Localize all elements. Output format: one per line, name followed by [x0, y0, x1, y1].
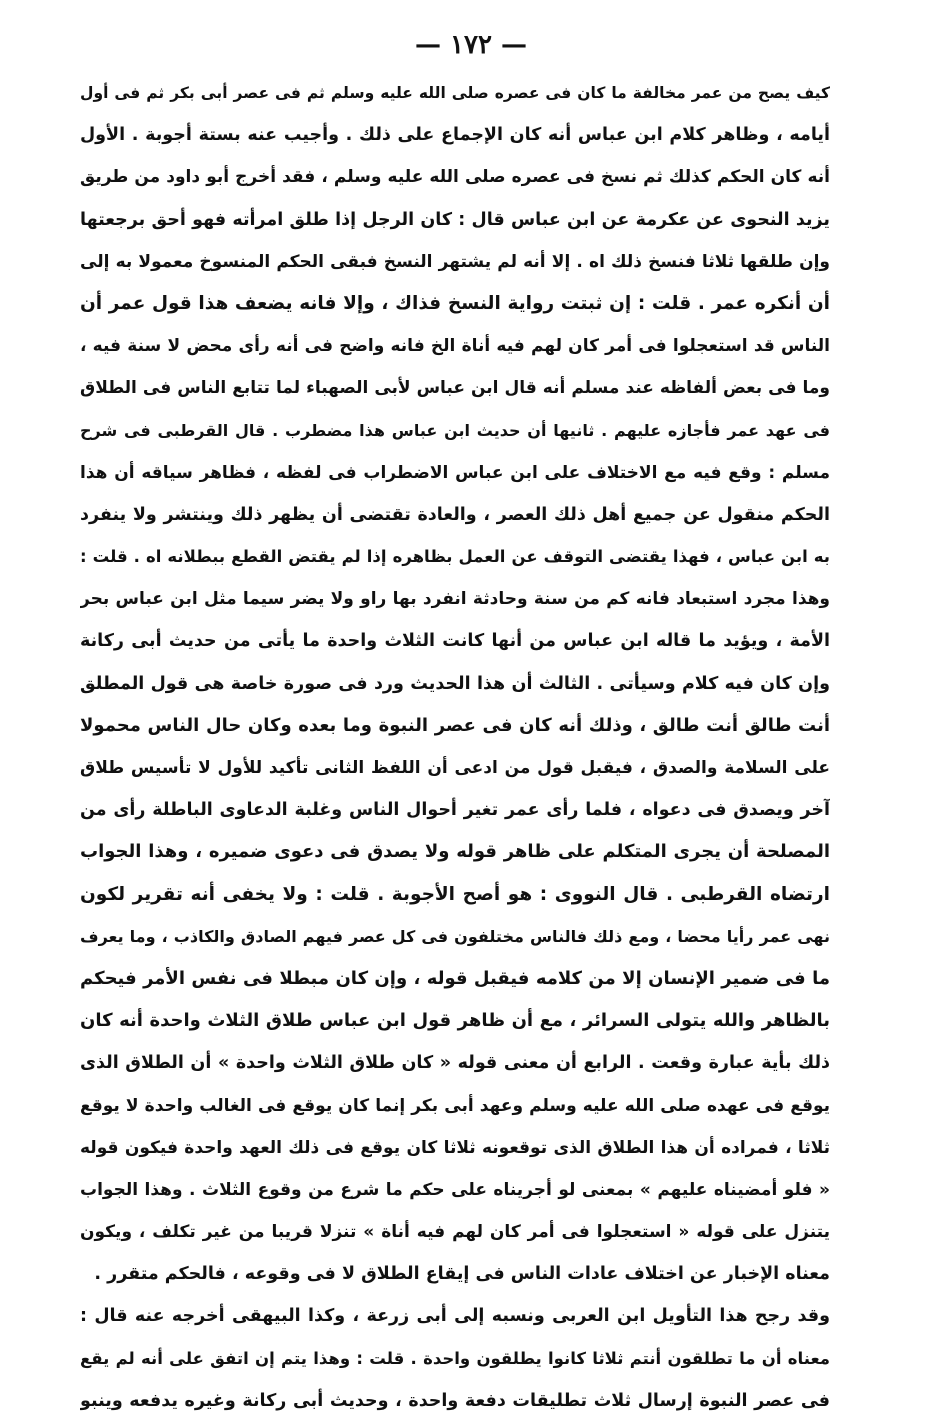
- text-line: يوقع فى عهده صلى الله عليه وسلم وعهد أبى بكر إنما كان يوقع فى الغالب واحدة لا يوقع: [80, 1095, 830, 1116]
- text-line: معناه الإخبار عن اختلاف عادات الناس فى إيقاع الطلاق لا فى وقوعه ، فالحكم متقرر .: [94, 1264, 830, 1285]
- text-line: ارتضاه القرطبى . قال النووى : هو أصح الأجوبة . قلت : ولا يخفى أنه تقرير لكون: [80, 883, 830, 905]
- text-line: به ابن عباس ، فهذا يقتضى التوقف عن العمل بظاهره إذا لم يقتض القطع ببطلانه اه . قلت :: [80, 547, 830, 567]
- text-line: الناس قد استعجلوا فى أمر كان لهم فيه أناة الخ فانه واضح فى أنه رأى محض لا سنة فيه ،: [80, 336, 830, 357]
- text-line: آخر ويصدق فى دعواه ، فلما رأى عمر تغير أحوال الناس وغلبة الدعاوى الباطلة رأى من: [80, 800, 830, 821]
- text-line: يتنزل على قوله « استعجلوا فى أمر كان لهم فيه أناة » تنزلا قريبا من غير تكلف ، ويكون: [80, 1222, 830, 1243]
- text-line: المصلحة أن يجرى المتكلم على ظاهر قوله ولا يصدق فى دعوى ضميره ، وهذا الجواب: [80, 841, 830, 863]
- text-line: أنت طالق أنت طالق ، وذلك أنه كان فى عصر النبوة وما بعده وكان حال الناس محمولا: [80, 714, 830, 736]
- text-line: وقد رجح هذا التأويل ابن العربى ونسبه إلى أبى زرعة ، وكذا البيهقى أخرجه عنه قال :: [80, 1306, 830, 1327]
- text-line: معناه أن ما تطلقون أنتم ثلاثا كانوا يطلقون واحدة . قلت : وهذا يتم إن اتفق على أنه لم يقع: [80, 1348, 830, 1368]
- text-line: ثلاثا ، فمراده أن هذا الطلاق الذى توقعونه ثلاثا كان يوقع فى ذلك العهد واحدة فيكون قوله: [80, 1137, 830, 1158]
- text-line: نهى عمر رأيا محضا ، ومع ذلك فالناس مختلفون فى كل عصر فيهم الصادق والكاذب ، وما يعرف: [80, 926, 830, 946]
- text-line: وهذا مجرد استبعاد فانه كم من سنة وحادثة انفرد بها راو ولا يضر سيما مثل ابن عباس بحر: [80, 589, 830, 610]
- text-line: يزيد النحوى عن عكرمة عن ابن عباس قال : كان الرجل إذا طلق امرأته فهو أحق برجعتها: [80, 209, 830, 230]
- text-line: الحكم منقول عن جميع أهل ذلك العصر ، والعادة تقتضى أن يظهر ذلك وينتشر ولا ينفرد: [80, 504, 830, 525]
- text-line: ذلك بأية عبارة وقعت . الرابع أن معنى قوله « كان طلاق الثلاث واحدة » أن الطلاق الذى: [80, 1053, 830, 1074]
- text-line: ما فى ضمير الإنسان إلا من كلامه فيقبل قوله ، وإن كان مبطلا فى نفس الأمر فيحكم: [80, 967, 830, 989]
- text-line: أيامه ، وظاهر كلام ابن عباس أنه كان الإجماع على ذلك . وأجيب عنه بستة أجوبة . الأول: [80, 125, 830, 146]
- text-line: فى عهد عمر فأجازه عليهم . ثانيها أن حديث ابن عباس هذا مضطرب . قال القرطبى فى شرح: [80, 420, 830, 440]
- text-line: أنه كان الحكم كذلك ثم نسخ فى عصره صلى الله عليه وسلم ، فقد أخرج أبو داود من طريق: [80, 167, 830, 188]
- text-line: وإن كان فيه كلام وسيأتى . الثالث أن هذا الحديث ورد فى صورة خاصة هى قول المطلق: [80, 673, 830, 694]
- text-line: وإن طلقها ثلاثا فنسخ ذلك اه . إلا أنه لم يشتهر النسخ فبقى الحكم المنسوخ معمولا به إلى: [80, 251, 830, 272]
- text-line: على السلامة والصدق ، فيقبل قول من ادعى أن اللفظ الثانى تأكيد للأول لا تأسيس طلاق: [80, 758, 830, 778]
- text-line: مسلم : وقع فيه مع الاختلاف على ابن عباس الاضطراب فى لفظه ، فظاهر سياقه أن هذا: [80, 462, 830, 483]
- text-line: الأمة ، ويؤيد ما قاله ابن عباس من أنها كانت الثلاث واحدة ما يأتى من حديث أبى ركانة: [80, 631, 830, 652]
- text-line: كيف يصح من عمر مخالفة ما كان فى عصره صلى الله عليه وسلم ثم فى عصر أبى بكر ثم فى أول: [80, 84, 830, 102]
- text-line: « فلو أمضيناه عليهم » بمعنى لو أجريناه على حكم ما شرع من وقوع الثلاث . وهذا الجواب: [80, 1179, 830, 1200]
- text-line: بالظاهر والله يتولى السرائر ، مع أن ظاهر قول ابن عباس طلاق الثلاث واحدة أنه كان: [80, 1010, 830, 1032]
- text-line: فى عصر النبوة إرسال ثلاث تطليقات دفعة واحدة ، وحديث أبى ركانة وغيره يدفعه وينبو: [80, 1390, 830, 1411]
- body-text: [80, 72, 830, 1422]
- text-line: أن أنكره عمر . قلت : إن ثبتت رواية النسخ فذاك ، وإلا فانه يضعف هذا قول عمر أن: [80, 292, 830, 314]
- text-line: وما فى بعض ألفاظه عند مسلم أنه قال ابن عباس لأبى الصهباء لما تتابع الناس فى الطلاق: [80, 378, 830, 399]
- page-number: — ١٧٢ —: [414, 30, 528, 60]
